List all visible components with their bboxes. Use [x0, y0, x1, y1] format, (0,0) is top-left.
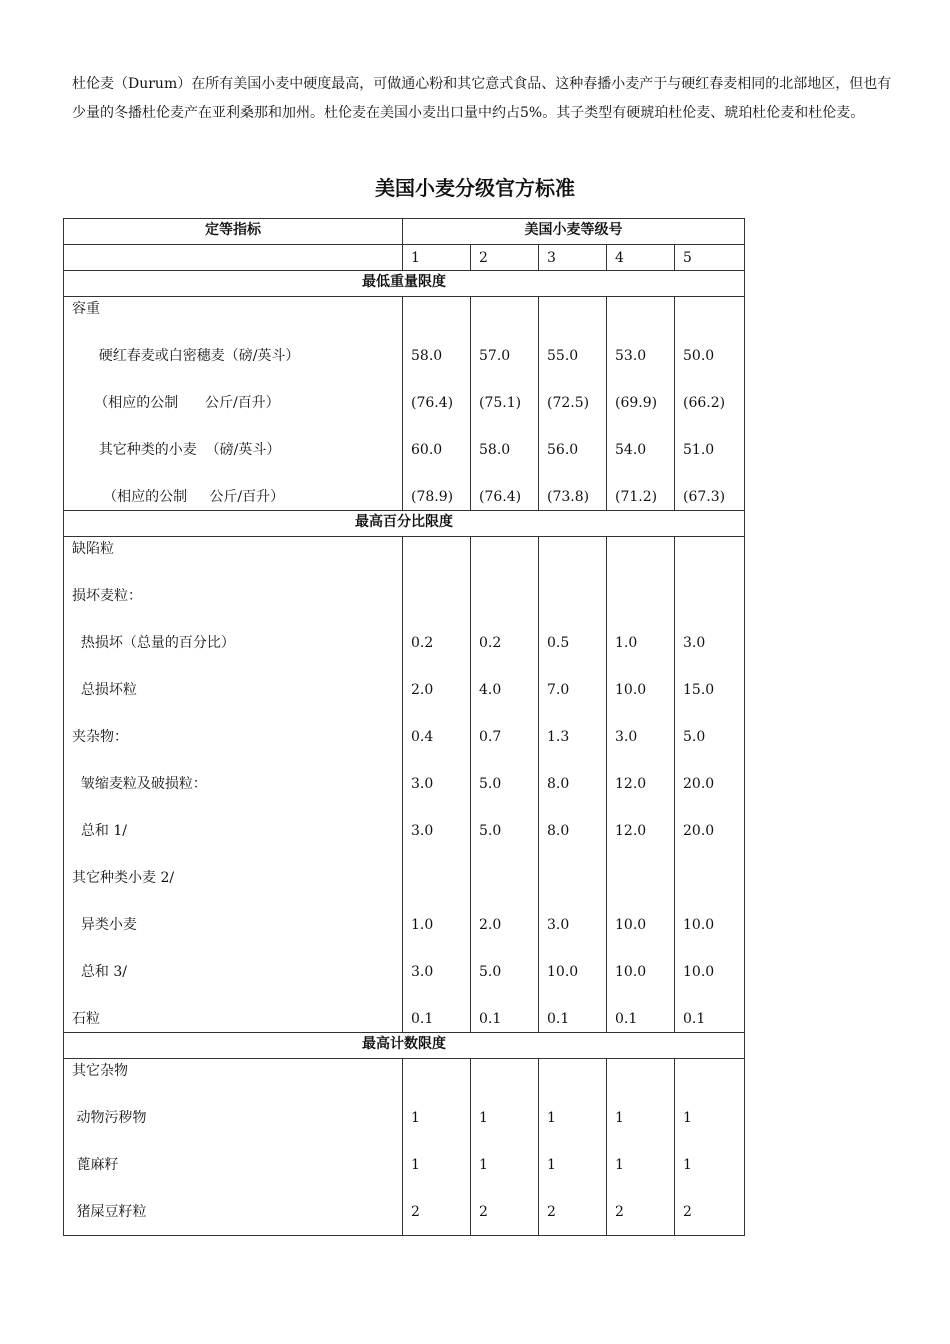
value-cell: 8.0	[547, 776, 570, 792]
value-cell: 57.0	[479, 348, 511, 364]
value-cell: 5.0	[479, 823, 502, 839]
section-body-max-count	[64, 1059, 745, 1236]
value-cell: 1.0	[411, 917, 434, 933]
intro-paragraph: 杜伦麦（Durum）在所有美国小麦中硬度最高，可做通心粉和其它意式食品、这种春播小麦产于与硬红春麦相同的北部地区，但也有少量的冬播杜伦麦产在亚利桑那和加州。杜伦麦在美国小麦出口量中约占5%。其子类型有硬琥珀杜伦麦、琥珀杜伦麦和杜伦麦。	[72, 76, 892, 121]
value-cell: 1	[683, 1110, 692, 1126]
value-cell: 58.0	[411, 348, 443, 364]
value-cell: 1	[615, 1110, 624, 1126]
criteria-label: 皱缩麦粒及破损粒：	[72, 776, 207, 792]
value-cell	[471, 1059, 538, 1106]
criteria-label: 石粒	[72, 1011, 100, 1027]
value-cell	[403, 584, 470, 631]
section-title-max-count: 最高计数限度	[64, 1033, 745, 1059]
value-cell	[403, 537, 470, 584]
grade-2-values	[471, 1059, 539, 1236]
criteria-label: 容重	[72, 301, 100, 317]
grade-1-values	[403, 1059, 471, 1236]
value-cell	[675, 1059, 744, 1106]
section-title-min-weight: 最低重量限度	[64, 271, 745, 297]
section-header-row	[64, 271, 745, 297]
value-cell: 2	[479, 1204, 488, 1220]
value-cell: 0.1	[615, 1011, 638, 1027]
value-cell: 51.0	[683, 442, 715, 458]
criteria-label: 其它种类的小麦 （磅/英斗）	[72, 442, 281, 458]
empty-header-cell	[64, 245, 403, 271]
value-cell: 60.0	[411, 442, 443, 458]
value-cell: 10.0	[615, 964, 647, 980]
criteria-label: （相应的公制 公斤/百升）	[72, 489, 285, 505]
value-cell: 1	[547, 1110, 556, 1126]
header-row	[64, 219, 745, 245]
grade-3-values	[539, 537, 607, 1033]
criteria-label: 动物污秽物	[72, 1110, 147, 1126]
value-cell	[675, 537, 744, 584]
criteria-label: 总和 3/	[72, 964, 127, 980]
value-cell: 5.0	[683, 729, 706, 745]
section-body-max-percent	[64, 537, 745, 1033]
value-cell: 0.1	[547, 1011, 570, 1027]
value-cell: 4.0	[479, 682, 502, 698]
grade-4-values	[607, 297, 675, 511]
value-cell: 2.0	[411, 682, 434, 698]
value-cell: 1	[479, 1110, 488, 1126]
value-cell	[675, 297, 744, 344]
value-cell: 1	[411, 1110, 420, 1126]
criteria-label: 其它种类小麦 2/	[72, 870, 175, 886]
grade-4-values	[607, 537, 675, 1033]
grade-number: 5	[675, 245, 745, 271]
value-cell: 1	[547, 1157, 556, 1173]
value-cell: 58.0	[479, 442, 511, 458]
section-header-row	[64, 1033, 745, 1059]
value-cell	[403, 297, 470, 344]
value-cell: 3.0	[411, 823, 434, 839]
criteria-label: 热损坏（总量的百分比）	[72, 635, 235, 651]
criteria-label: 损坏麦粒：	[72, 588, 142, 604]
value-cell	[607, 1059, 674, 1106]
value-cell: 2	[547, 1204, 556, 1220]
value-cell: 7.0	[547, 682, 570, 698]
criteria-header: 定等指标	[64, 219, 403, 245]
value-cell	[607, 537, 674, 584]
value-cell	[403, 1059, 470, 1106]
section-header-row	[64, 511, 745, 537]
value-cell: 12.0	[615, 823, 647, 839]
value-cell: 2.0	[479, 917, 502, 933]
value-cell	[539, 297, 606, 344]
criteria-label: 缺陷粒	[72, 541, 114, 557]
grade-3-values	[539, 297, 607, 511]
grade-1-values	[403, 537, 471, 1033]
criteria-labels	[64, 1059, 403, 1236]
value-cell: 3.0	[411, 776, 434, 792]
value-cell	[675, 866, 744, 913]
value-cell	[607, 866, 674, 913]
criteria-labels	[64, 537, 403, 1033]
value-cell: (67.3)	[683, 489, 726, 505]
section-body-min-weight	[64, 297, 745, 511]
criteria-label: 总损坏粒	[72, 682, 137, 698]
grade-5-values	[675, 297, 745, 511]
value-cell	[607, 584, 674, 631]
value-cell: 50.0	[683, 348, 715, 364]
value-cell: (76.4)	[479, 489, 522, 505]
grade-number: 2	[471, 245, 539, 271]
value-cell: 10.0	[615, 917, 647, 933]
value-cell	[471, 584, 538, 631]
value-cell: 8.0	[547, 823, 570, 839]
value-cell: 55.0	[547, 348, 579, 364]
value-cell	[539, 537, 606, 584]
value-cell: 3.0	[547, 917, 570, 933]
grade-2-values	[471, 537, 539, 1033]
wheat-grade-table	[63, 218, 745, 1236]
grade-number: 1	[403, 245, 471, 271]
criteria-label: 蓖麻籽	[72, 1157, 119, 1173]
grade-number: 4	[607, 245, 675, 271]
value-cell	[471, 297, 538, 344]
value-cell: 54.0	[615, 442, 647, 458]
criteria-label: 硬红春麦或白密穗麦（磅/英斗）	[72, 348, 300, 364]
section-title-max-percent: 最高百分比限度	[64, 511, 745, 537]
value-cell: 0.4	[411, 729, 434, 745]
criteria-label: 其它杂物	[72, 1063, 128, 1079]
value-cell: 20.0	[683, 823, 715, 839]
value-cell: 12.0	[615, 776, 647, 792]
criteria-label: 异类小麦	[72, 917, 137, 933]
value-cell: (76.4)	[411, 395, 454, 411]
grade-5-values	[675, 1059, 745, 1236]
value-cell: 1	[683, 1157, 692, 1173]
value-cell: 5.0	[479, 776, 502, 792]
value-cell: 10.0	[683, 964, 715, 980]
criteria-labels	[64, 297, 403, 511]
value-cell: 15.0	[683, 682, 715, 698]
value-cell: 3.0	[683, 635, 706, 651]
value-cell: 10.0	[547, 964, 579, 980]
value-cell: (69.9)	[615, 395, 658, 411]
value-cell: (66.2)	[683, 395, 726, 411]
value-cell: 1	[479, 1157, 488, 1173]
value-cell	[471, 537, 538, 584]
value-cell: (78.9)	[411, 489, 454, 505]
value-cell: 0.1	[683, 1011, 706, 1027]
criteria-label: 夹杂物：	[72, 729, 128, 745]
value-cell	[539, 866, 606, 913]
value-cell: 0.2	[479, 635, 502, 651]
value-cell: 2	[411, 1204, 420, 1220]
grade-1-values	[403, 297, 471, 511]
criteria-label: （相应的公制 公斤/百升）	[72, 395, 280, 411]
value-cell: 1	[411, 1157, 420, 1173]
value-cell	[471, 866, 538, 913]
value-cell: (72.5)	[547, 395, 590, 411]
value-cell	[403, 866, 470, 913]
value-cell: 1.3	[547, 729, 570, 745]
value-cell: 10.0	[615, 682, 647, 698]
value-cell: 0.7	[479, 729, 502, 745]
value-cell: (73.8)	[547, 489, 590, 505]
grade-4-values	[607, 1059, 675, 1236]
grade-number-row	[64, 245, 745, 271]
value-cell: 5.0	[479, 964, 502, 980]
value-cell: 10.0	[683, 917, 715, 933]
value-cell: 0.2	[411, 635, 434, 651]
value-cell: 0.5	[547, 635, 570, 651]
value-cell: (75.1)	[479, 395, 522, 411]
value-cell: 53.0	[615, 348, 647, 364]
value-cell	[539, 584, 606, 631]
value-cell: 2	[615, 1204, 624, 1220]
grade-number: 3	[539, 245, 607, 271]
criteria-label: 总和 1/	[72, 823, 127, 839]
criteria-label: 猪屎豆籽粒	[72, 1204, 147, 1220]
value-cell: 1	[615, 1157, 624, 1173]
value-cell	[607, 297, 674, 344]
document-title: 美国小麦分级官方标准	[375, 176, 575, 200]
value-cell: (71.2)	[615, 489, 658, 505]
grade-2-values	[471, 297, 539, 511]
value-cell: 3.0	[411, 964, 434, 980]
grade-5-values	[675, 537, 745, 1033]
value-cell	[539, 1059, 606, 1106]
value-cell: 20.0	[683, 776, 715, 792]
grade-3-values	[539, 1059, 607, 1236]
value-cell: 2	[683, 1204, 692, 1220]
value-cell: 1.0	[615, 635, 638, 651]
value-cell: 3.0	[615, 729, 638, 745]
value-cell: 56.0	[547, 442, 579, 458]
value-cell: 0.1	[479, 1011, 502, 1027]
value-cell	[675, 584, 744, 631]
grades-header: 美国小麦等级号	[403, 219, 745, 245]
value-cell: 0.1	[411, 1011, 434, 1027]
